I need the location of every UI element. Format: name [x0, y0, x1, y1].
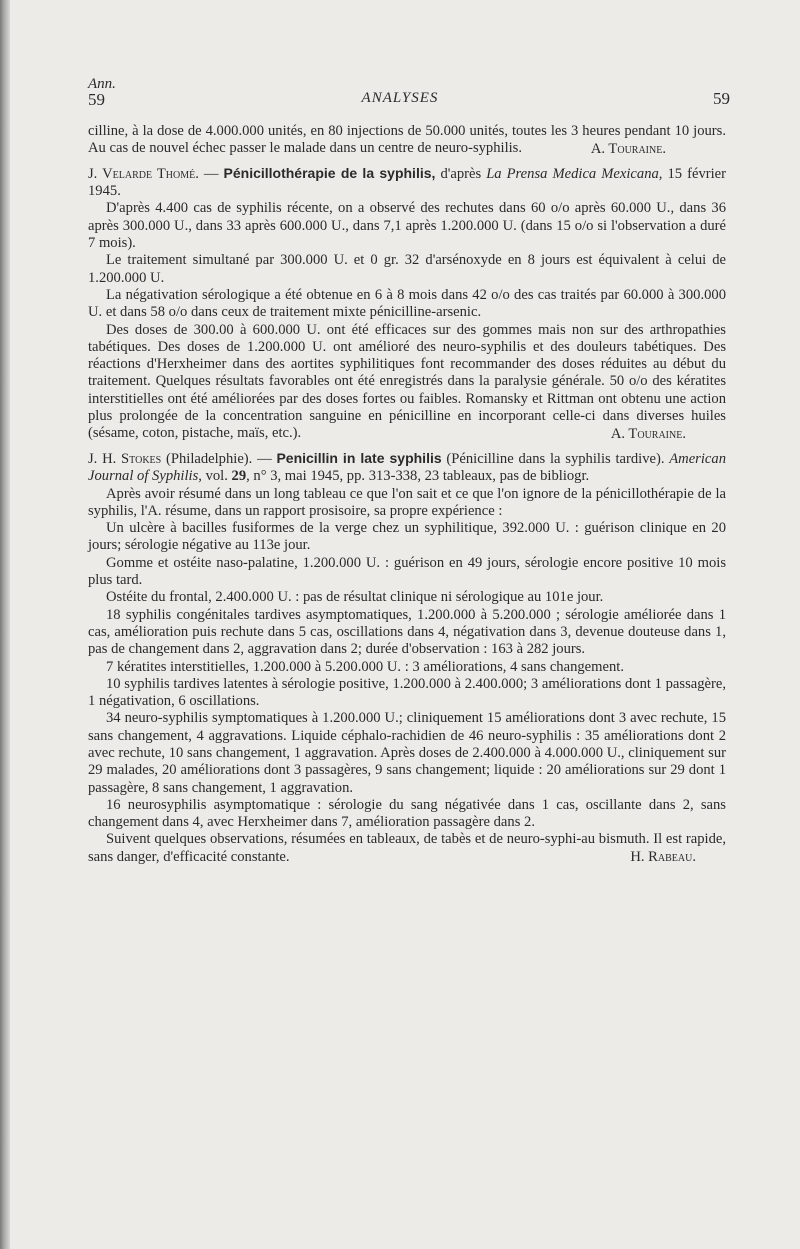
- paragraph: La négativation sérologique a été obtenue en 6 à 8 mois dans 42 o/o des cas traités par 60.000 à 300.000 U. et dans 58 o/o dans ceux de traitement mixte pénicilline-arsenic.: [88, 286, 726, 321]
- page-number-left: 59: [88, 90, 105, 109]
- paragraph: 10 syphilis tardives latentes à sérologie positive, 1.200.000 à 2.400.000; 3 améliorations dont 1 passagère, 1 négativation, 6 oscillations.: [88, 675, 726, 710]
- entry-heading: J. Velarde Thomé. — Pénicillothérapie de la syphilis, d'après La Prensa Medica Mexicana, 15 février 1945.: [88, 164, 726, 200]
- paragraph: 34 neuro-syphilis symptomatiques à 1.200.000 U.; cliniquement 15 améliorations dont 3 avec rechute, 15 sans changement, 4 aggravations. Liquide céphalo-rachidien de 46 neuro-syphilis : 35 améliorations dont 2 avec rechute, 10 sans changement, 1 aggravation. Après doses de 2.400.000 à 4.000.000 U., cliniquement sur 29 malades, 20 améliorations dont 3 passagères, 9 sans changement; liquide : 20 améliorations sur 29 dont 1 passagère, 8 sans changement, 1 aggravation.: [88, 710, 726, 796]
- article-body: [88, 123, 726, 866]
- paragraph: 16 neurosyphilis asymptomatique : sérologie du sang négativée dans 1 cas, oscillante dans 2, sans changement dans 4, avec Herxheimer dans 7, amélioration passagère dans 2.: [88, 796, 726, 831]
- paragraph: 18 syphilis congénitales tardives asymptomatiques, 1.200.000 à 5.200.000 ; sérologie améliorée dans 1 cas, amélioration puis rechute dans 5 cas, oscillations dans 4, négativation dans 3, devenue douteuse dans 1, pas de changement dans 2, aggravation dans 2; durée d'observation : 163 à 282 jours.: [88, 606, 726, 658]
- signature: A. Touraine.: [610, 425, 686, 442]
- paragraph: Le traitement simultané par 300.000 U. et 0 gr. 32 d'arsénoxyde en 8 jours est équivalent à celui de 1.200.000 U.: [88, 252, 726, 286]
- journal-abbrev: Ann.: [88, 76, 116, 92]
- paragraph: Gomme et ostéite naso-palatine, 1.200.000 U. : guérison en 49 jours, sérologie encore positive 10 mois plus tard.: [88, 554, 726, 589]
- signature: H. Rabeau.: [630, 849, 696, 866]
- running-title: ANALYSES: [361, 90, 439, 106]
- paragraph: Ostéite du frontal, 2.400.000 U. : pas de résultat clinique ni sérologique au 101e jour.: [106, 589, 604, 606]
- entry-heading: J. H. Stokes (Philadelphie). — Penicillin in late syphilis (Pénicilline dans la syphilis tardive). American Journal of Syphilis, vol. 29, n° 3, mai 1945, pp. 313-338, 23 tableaux, pas de bibliogr.: [88, 449, 726, 485]
- page-binding-edge: [0, 0, 10, 1249]
- signature: A. Touraine.: [590, 140, 666, 157]
- paragraph: Un ulcère à bacilles fusiformes de la verge chez un syphilitique, 392.000 U. : guérison clinique en 20 jours; sérologie négative au 113e jour.: [88, 520, 726, 554]
- paragraph: Suivent quelques observations, résumées en tableaux, de tabès et de neuro-syphi-au bismuth. Il est rapide, sans danger, d'efficacité constante.: [88, 831, 726, 865]
- page-number-right: 59: [713, 89, 730, 108]
- paragraph: Des doses de 300.00 à 600.000 U. ont été efficaces sur des gommes mais non sur des arthropathies tabétiques. Des doses de 1.200.000 U. ont amélioré des neuro-syphilis et des douleurs tabétiques. Des réactions d'Herxheimer dans des aortites syphilitiques font recommander des doses réduites au début du traitement. Quelques résultats favorables ont été enregistrés dans la paralysie générale. 50 o/o des kératites interstitielles ont été améliorées par des doses fortes ou faibles. Romansky et Rittman ont obtenu une action plus prolongée de la concentration sanguine en pénicilline en incorporant celle-ci dans diverses huiles (sésame, coton, pistache, maïs, etc.).: [88, 321, 726, 442]
- paragraph: Après avoir résumé dans un long tableau ce que l'on sait et ce que l'on ignore de la pénicillothérapie de la syphilis, l'A. résume, dans un rapport prosisoire, sa propre expérience :: [88, 485, 726, 519]
- header-left: [88, 76, 148, 108]
- paragraph-continued: cilline, à la dose de 4.000.000 unités, en 80 injections de 50.000 unités, toutes les 3 heures pendant 10 jours. Au cas de nouvel échec passer le malade dans un centre de neuro-syphilis.: [88, 123, 726, 157]
- paragraph: D'après 4.400 cas de syphilis récente, on a observé des rechutes dans 60 o/o après 60.000 U., dans 36 après 300.000 U., dans 33 après 600.000 U., dans 7,1 après 1.200.000 U. (dans 15 o/o si l'observation a duré 7 mois).: [88, 200, 726, 252]
- entry-title: Pénicillothérapie de la syphilis,: [223, 164, 436, 181]
- entry-title: Penicillin in late syphilis: [276, 449, 442, 466]
- paragraph: 7 kératites interstitielles, 1.200.000 à 5.200.000 U. : 3 améliorations, 4 sans changement.: [106, 658, 624, 675]
